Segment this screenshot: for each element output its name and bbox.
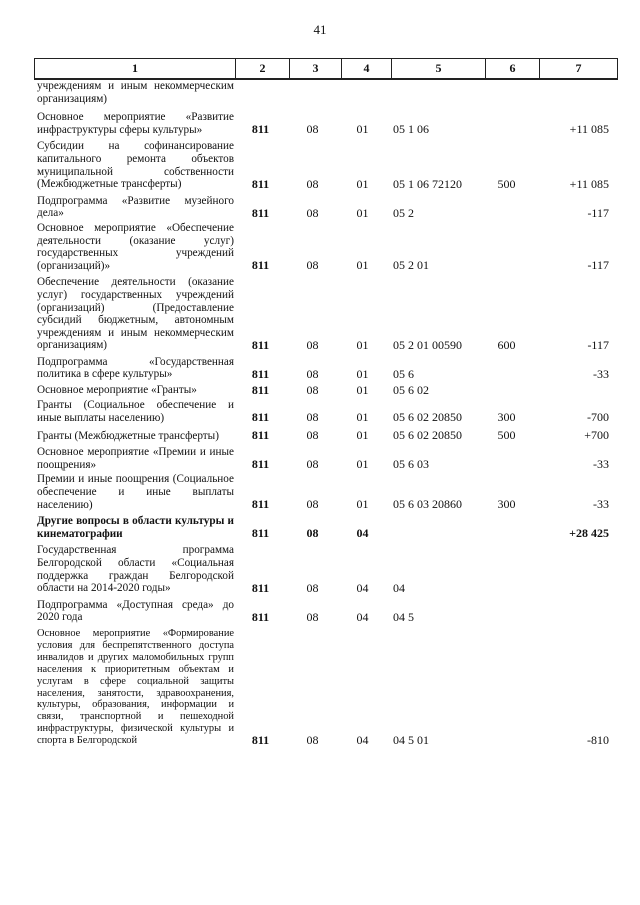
row-subsection: 04: [356, 526, 369, 541]
row-description: Основное мероприятие «Развитие инфраструктуры сферы культуры»: [37, 111, 234, 136]
row-target-article: 05 6 02 20850: [393, 410, 462, 425]
table-row: [37, 356, 615, 381]
table-row: [37, 222, 615, 272]
row-target-article: 05 6 02: [393, 383, 429, 398]
row-amount: -33: [593, 457, 609, 472]
row-amount: -33: [593, 367, 609, 382]
row-description: Субсидии на софинансирование капитального ремонта объектов муниципальной собственности (Межбюджетные трансферты): [37, 140, 234, 191]
row-ministry-code: 811: [251, 258, 270, 273]
row-amount: +11 085: [569, 176, 609, 191]
row-section: 08: [306, 383, 319, 398]
row-ministry-code: 811: [251, 526, 270, 541]
row-section: 08: [306, 122, 319, 137]
row-expense-type: 500: [497, 428, 516, 443]
row-ministry-code: 811: [251, 609, 270, 624]
row-section: 08: [306, 258, 319, 273]
row-ministry-code: 811: [251, 383, 270, 398]
row-description: Обеспечение деятельности (оказание услуг) государственных учреждений (организаций) (Предоставление субсидий бюджетным, автономным учреждениям и иным некоммерческим организациям): [37, 276, 234, 352]
row-ministry-code: 811: [251, 205, 270, 220]
row-section: 08: [306, 205, 319, 220]
row-subsection: 01: [356, 410, 369, 425]
row-description: Гранты (Социальное обеспечение и иные выплаты населению): [37, 399, 234, 424]
row-description: Премии и иные поощрения (Социальное обеспечение и иные выплаты населению): [37, 473, 234, 511]
row-amount: -117: [587, 205, 609, 220]
row-amount: -33: [593, 497, 609, 512]
row-target-article: 05 6 02 20850: [393, 428, 462, 443]
table-header: [34, 58, 618, 80]
row-target-article: 04 5 01: [393, 733, 429, 748]
row-amount: +28 425: [569, 526, 609, 541]
row-description: Подпрограмма «Доступная среда» до 2020 года: [37, 598, 234, 624]
table-row: [37, 599, 615, 624]
table-row: [37, 195, 615, 220]
row-ministry-code: 811: [251, 367, 270, 382]
row-amount: -700: [587, 410, 609, 425]
row-subsection: 01: [356, 428, 369, 443]
row-section: 08: [306, 410, 319, 425]
table-row: [37, 140, 615, 190]
table-row: [37, 428, 615, 442]
row-target-article: 05 2 01: [393, 258, 429, 273]
row-target-article: 04 5: [393, 609, 414, 624]
table-row: [37, 628, 615, 747]
table-row: [37, 446, 615, 471]
header-col-7: 7: [575, 61, 582, 75]
row-section: 08: [306, 337, 319, 352]
row-target-article: 05 2 01 00590: [393, 337, 462, 352]
row-subsection: 01: [356, 367, 369, 382]
row-description: Подпрограмма «Развитие музейного дела»: [37, 194, 234, 220]
table-row: [37, 111, 615, 136]
table-row: [37, 383, 615, 397]
row-description: Основное мероприятие «Гранты»: [37, 384, 197, 397]
row-section: 08: [306, 609, 319, 624]
row-section: 08: [306, 497, 319, 512]
header-col-1: 1: [35, 59, 236, 78]
table-row: [37, 80, 615, 105]
table-row: [37, 515, 615, 540]
row-subsection: 01: [356, 497, 369, 512]
row-ministry-code: 811: [251, 457, 270, 472]
row-ministry-code: 811: [251, 337, 270, 352]
row-target-article: 05 1 06 72120: [393, 176, 462, 191]
table-row: [37, 276, 615, 352]
row-description: Основное мероприятие «Формирование условия для беспрепятственного доступа инвалидов и других маломобильных групп населения к приоритетным объектам и услугам в сфере социальной защиты населения, занятости, здравоохранения, культуры, образования, информации и связи, транспортной и пешеходной инфраструктуры, физической культуры и спорта в Белгородской: [37, 627, 234, 747]
row-amount: -810: [587, 733, 609, 748]
row-target-article: 05 6 03: [393, 457, 429, 472]
row-expense-type: 600: [497, 337, 516, 352]
row-section: 08: [306, 367, 319, 382]
row-ministry-code: 811: [251, 580, 270, 595]
row-target-article: 05 6 03 20860: [393, 497, 462, 512]
row-subsection: 01: [356, 176, 369, 191]
row-expense-type: 300: [497, 410, 516, 425]
row-section: 08: [306, 176, 319, 191]
row-subsection: 04: [356, 580, 369, 595]
table-row: [37, 399, 615, 424]
row-amount: +700: [584, 428, 609, 443]
row-amount: +11 085: [569, 122, 609, 137]
row-ministry-code: 811: [251, 410, 270, 425]
header-col-6: 6: [486, 59, 540, 78]
row-description: Государственная программа Белгородской области «Социальная поддержка граждан Белгородской области на 2014-2020 годы»: [37, 544, 234, 595]
row-ministry-code: 811: [251, 428, 270, 443]
row-section: 08: [306, 580, 319, 595]
header-col-3: 3: [290, 59, 342, 78]
row-amount: -117: [587, 337, 609, 352]
row-description: Основное мероприятие «Премии и иные поощрения»: [37, 446, 234, 471]
row-subsection: 01: [356, 457, 369, 472]
row-section: 08: [306, 457, 319, 472]
row-subsection: 01: [356, 205, 369, 220]
row-subsection: 01: [356, 122, 369, 137]
row-target-article: 05 1 06: [393, 122, 429, 137]
row-target-article: 05 2: [393, 205, 414, 220]
header-col-2: 2: [236, 59, 290, 78]
row-ministry-code: 811: [251, 497, 270, 512]
table-row: [37, 473, 615, 511]
row-ministry-code: 811: [251, 122, 270, 137]
row-expense-type: 500: [497, 176, 516, 191]
table-body: [37, 80, 615, 747]
row-subsection: 01: [356, 337, 369, 352]
row-description: Другие вопросы в области культуры и кинематографии: [37, 515, 234, 540]
row-description: Подпрограмма «Государственная политика в сфере культуры»: [37, 355, 234, 381]
row-subsection: 01: [356, 383, 369, 398]
row-description: Гранты (Межбюджетные трансферты): [37, 429, 219, 442]
row-subsection: 01: [356, 258, 369, 273]
row-section: 08: [306, 428, 319, 443]
table-row: [37, 544, 615, 594]
row-description: Основное мероприятие «Обеспечение деятельности (оказание услуг) государственных учреждений (организаций)»: [37, 221, 234, 272]
row-section: 08: [306, 526, 319, 541]
row-subsection: 04: [356, 733, 369, 748]
row-amount: -117: [587, 258, 609, 273]
header-col-4: 4: [342, 59, 392, 78]
row-subsection: 04: [356, 609, 369, 624]
row-target-article: 05 6: [393, 367, 414, 382]
row-ministry-code: 811: [251, 176, 270, 191]
page-number: 41: [313, 22, 327, 37]
row-description: учреждениям и иным некоммерческим организациям): [37, 80, 234, 105]
row-section: 08: [306, 733, 319, 748]
row-target-article: 04: [393, 580, 405, 595]
row-expense-type: 300: [497, 497, 516, 512]
row-ministry-code: 811: [251, 733, 270, 748]
header-col-5: 5: [392, 59, 486, 78]
